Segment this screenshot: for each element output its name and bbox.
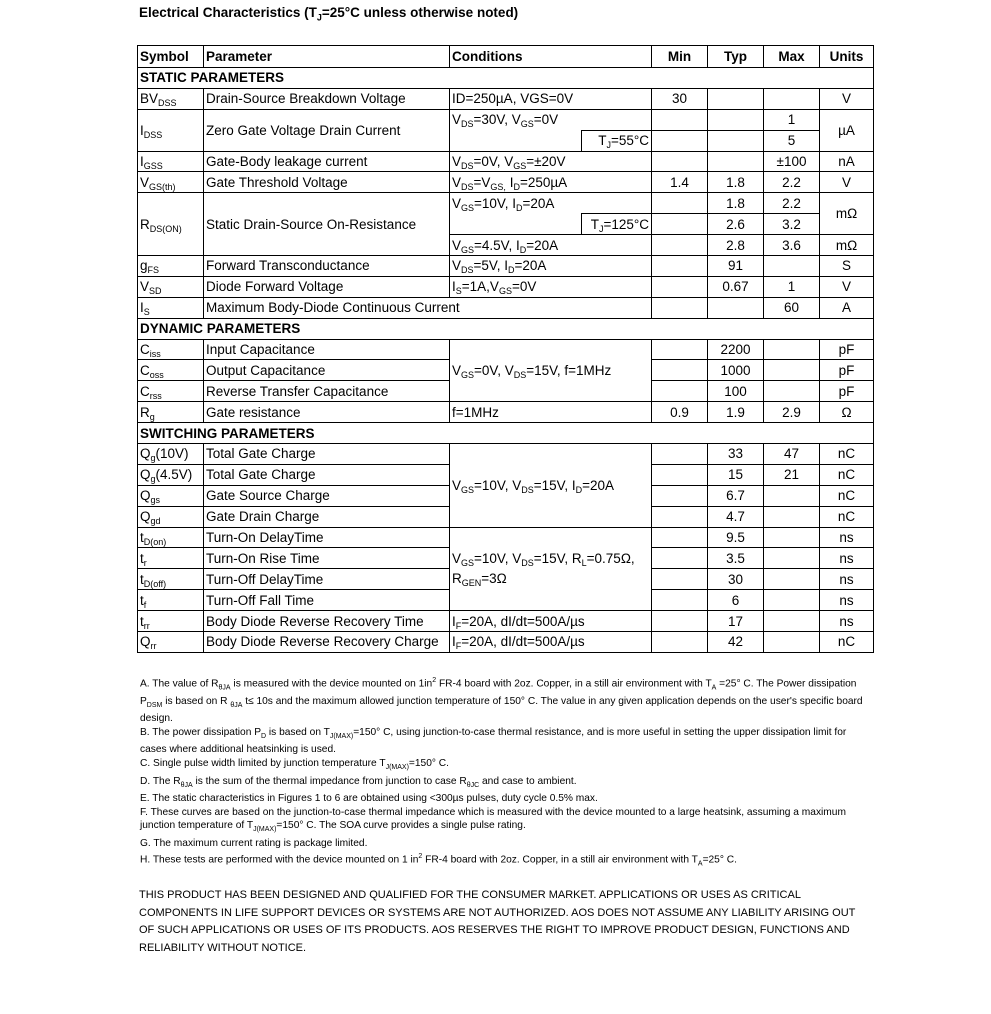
symbol-cell: $t_r$ [138,548,204,569]
section-row-static [138,68,874,89]
min-cell [652,235,708,256]
table-row [138,193,874,214]
typ-cell: 4.7 [708,506,764,527]
header-parameter: Parameter [204,46,450,68]
units-cell: pF [820,339,874,360]
symbol-cell: $V_{GS(th)}$ [138,172,204,193]
table-row [138,276,874,297]
min-cell [652,193,708,214]
symbol-cell: $C_{oss}$ [138,360,204,381]
parameter-cell: Total Gate Charge [204,444,450,465]
symbol-cell: $C_{rss}$ [138,381,204,402]
parameter-cell: Turn-Off DelayTime [204,569,450,590]
units-cell: nC [820,464,874,485]
conditions-spacer [450,130,582,151]
min-cell [652,339,708,360]
min-cell [652,276,708,297]
table-row [138,527,874,548]
max-cell [764,611,820,632]
max-cell: 47 [764,444,820,465]
typ-cell: 2.6 [708,214,764,235]
units-cell: ns [820,569,874,590]
min-cell [652,590,708,611]
symbol-cell: $R_{DS(ON)}$ [138,193,204,256]
max-cell [764,339,820,360]
parameter-cell: Output Capacitance [204,360,450,381]
symbol-cell: $Q_{gs}$ [138,485,204,506]
conditions-cell: $T_J=125^\circ C$ [582,214,652,235]
table-row [138,444,874,465]
units-cell: nC [820,485,874,506]
conditions-cell: f=1MHz [450,402,652,423]
note-e: E. The static characteristics in Figures 1 to 6 are obtained using <300µs pulses, duty cycle 0.5% max. [140,793,598,805]
parameter-cell: Maximum Body-Diode Continuous Current [204,297,652,318]
typ-cell: 3.5 [708,548,764,569]
units-cell: ns [820,611,874,632]
parameter-cell: Turn-On Rise Time [204,548,450,569]
max-cell [764,360,820,381]
table-row [138,297,874,318]
parameter-cell: Reverse Transfer Capacitance [204,381,450,402]
max-cell: 60 [764,297,820,318]
note-f: F. These curves are based on the junction-to-case thermal impedance which is measured with the device mounted to a large heatsink, assuming a maximum junction temperature of $T_{J(MAX)}=150^\circ$ C. The SOA curve provides a single pulse rating. [140,806,846,834]
max-cell: 1 [764,109,820,130]
min-cell [652,297,708,318]
max-cell [764,506,820,527]
units-cell: pF [820,381,874,402]
parameter-cell: Gate Threshold Voltage [204,172,450,193]
conditions-cell: $I_F=20A$, dI/dt=500A/µs [450,611,652,632]
header-max: Max [764,46,820,68]
max-cell: 2.2 [764,172,820,193]
parameter-cell: Gate-Body leakage current [204,151,450,172]
header-units: Units [820,46,874,68]
parameter-cell: Gate resistance [204,402,450,423]
parameter-cell: Gate Source Charge [204,485,450,506]
min-cell: 30 [652,88,708,109]
parameter-cell: Total Gate Charge [204,464,450,485]
symbol-cell: $I_S$ [138,297,204,318]
typ-cell: 42 [708,632,764,653]
typ-cell: 1000 [708,360,764,381]
symbol-cell: $C_{iss}$ [138,339,204,360]
max-cell: 3.2 [764,214,820,235]
conditions-cell: $V_{GS}=10V$, $V_{DS}=15V$, $R_L=0.75\Omega$, $R_{GEN}=3\Omega$ [450,527,652,611]
section-title: Electrical Characteristics ($T_J=25^\circ C$ unless otherwise noted) [139,5,519,23]
units-cell: S [820,256,874,277]
section-label: SWITCHING PARAMETERS [138,423,874,444]
header-conditions: Conditions [450,46,652,68]
symbol-cell: $t_{D(on)}$ [138,527,204,548]
parameter-cell: Static Drain-Source On-Resistance [204,193,450,256]
min-cell [652,485,708,506]
conditions-cell: $V_{DS}=5V$, $I_D=20A$ [450,256,652,277]
units-cell: µA [820,109,874,151]
max-cell: 3.6 [764,235,820,256]
section-row-switching [138,423,874,444]
max-cell [764,256,820,277]
table-row [138,151,874,172]
max-cell [764,381,820,402]
symbol-cell: $Q_g(4.5V)$ [138,464,204,485]
max-cell [764,569,820,590]
typ-cell: 17 [708,611,764,632]
note-h: H. These tests are performed with the device mounted on 1 $in^2$ FR-4 board with 2oz. Copper, in a still air environment with $T_A=25^\circ$ C. [140,853,737,868]
units-cell: ns [820,590,874,611]
typ-cell: 9.5 [708,527,764,548]
parameter-cell: Input Capacitance [204,339,450,360]
typ-cell: 6.7 [708,485,764,506]
table-row [138,632,874,653]
min-cell: 0.9 [652,402,708,423]
typ-cell [708,88,764,109]
table-row [138,88,874,109]
units-cell: nC [820,632,874,653]
min-cell [652,109,708,130]
min-cell [652,611,708,632]
section-label: STATIC PARAMETERS [138,68,874,89]
units-cell: ns [820,527,874,548]
max-cell [764,548,820,569]
section-label: DYNAMIC PARAMETERS [138,318,874,339]
typ-cell: 1.9 [708,402,764,423]
units-cell: mΩ [820,235,874,256]
units-cell: nC [820,444,874,465]
typ-cell: 2200 [708,339,764,360]
header-min: Min [652,46,708,68]
symbol-cell: $Q_g(10V)$ [138,444,204,465]
min-cell [652,527,708,548]
min-cell [652,256,708,277]
symbol-cell: $V_{SD}$ [138,276,204,297]
typ-cell: 30 [708,569,764,590]
min-cell [652,632,708,653]
parameter-cell: Drain-Source Breakdown Voltage [204,88,450,109]
header-typ: Typ [708,46,764,68]
conditions-cell: ID=250µA, VGS=0V [450,88,652,109]
max-cell [764,632,820,653]
parameter-cell: Forward Transconductance [204,256,450,277]
min-cell [652,464,708,485]
max-cell: 5 [764,130,820,151]
min-cell [652,506,708,527]
parameter-cell: Diode Forward Voltage [204,276,450,297]
typ-cell: 15 [708,464,764,485]
min-cell [652,569,708,590]
symbol-cell: $BV_{DSS}$ [138,88,204,109]
header-row [138,46,874,68]
table-row [138,339,874,360]
min-cell [652,130,708,151]
parameter-cell: Turn-On DelayTime [204,527,450,548]
typ-cell: 33 [708,444,764,465]
table-row [138,172,874,193]
table-row [138,402,874,423]
units-cell: V [820,172,874,193]
typ-cell: 2.8 [708,235,764,256]
header-symbol: Symbol [138,46,204,68]
units-cell: ns [820,548,874,569]
note-d: D. The $R_{\theta JA}$ is the sum of the thermal impedance from junction to case $R_{\theta JC}$ and case to ambient. [140,775,577,789]
units-cell: V [820,276,874,297]
min-cell [652,548,708,569]
max-cell [764,485,820,506]
min-cell [652,151,708,172]
max-cell: ±100 [764,151,820,172]
symbol-cell: $t_{rr}$ [138,611,204,632]
symbol-cell: $Q_{rr}$ [138,632,204,653]
footnotes [140,674,870,871]
max-cell: 2.9 [764,402,820,423]
symbol-cell: $R_g$ [138,402,204,423]
max-cell [764,88,820,109]
typ-cell: 6 [708,590,764,611]
units-cell: Ω [820,402,874,423]
typ-cell: 1.8 [708,193,764,214]
conditions-cell: $I_S=1A,V_{GS}=0V$ [450,276,652,297]
symbol-cell: $I_{DSS}$ [138,109,204,151]
units-cell: nA [820,151,874,172]
parameter-cell: Gate Drain Charge [204,506,450,527]
typ-cell [708,109,764,130]
table-row [138,611,874,632]
parameter-cell: Zero Gate Voltage Drain Current [204,109,450,151]
typ-cell: 0.67 [708,276,764,297]
symbol-cell: $Q_{gd}$ [138,506,204,527]
symbol-cell: $g_{FS}$ [138,256,204,277]
symbol-cell: $t_f$ [138,590,204,611]
max-cell: 1 [764,276,820,297]
conditions-cell: $V_{GS}=0V$, $V_{DS}=15V$, f=1MHz [450,339,652,402]
typ-cell [708,151,764,172]
typ-cell: 91 [708,256,764,277]
min-cell [652,214,708,235]
max-cell: 21 [764,464,820,485]
max-cell [764,527,820,548]
parameter-cell: Body Diode Reverse Recovery Charge [204,632,450,653]
conditions-cell: $T_J=55^\circ C$ [582,130,652,151]
table-row [138,109,874,130]
conditions-cell: $V_{GS}=10V$, $I_D=20A$ [450,193,652,214]
conditions-cell: $V_{GS}=4.5V$, $I_D=20A$ [450,235,652,256]
symbol-cell: $t_{D(off)}$ [138,569,204,590]
note-b: B. The power dissipation $P_D$ is based on $T_{J(MAX)}=150^\circ$ C, using junction-to-case thermal resistance, and is more useful in setting the upper dissipation limit for cases where additional heatsinking is used. [140,726,847,756]
conditions-spacer [450,214,582,235]
conditions-cell: $V_{DS}=0V$, $V_{GS}=\pm 20V$ [450,151,652,172]
symbol-cell: $I_{GSS}$ [138,151,204,172]
max-cell [764,590,820,611]
min-cell [652,381,708,402]
typ-cell: 1.8 [708,172,764,193]
parameter-cell: Body Diode Reverse Recovery Time [204,611,450,632]
conditions-cell: $V_{DS}=V_{GS,}$ $I_D=250\mu A$ [450,172,652,193]
units-cell: V [820,88,874,109]
units-cell: pF [820,360,874,381]
disclaimer-text: THIS PRODUCT HAS BEEN DESIGNED AND QUALIFIED FOR THE CONSUMER MARKET. APPLICATIONS OR USES AS CRITICAL COMPONENTS IN LIFE SUPPORT DEVICES OR SYSTEMS ARE NOT AUTHORIZED. AOS DOES NOT ASSUME ANY LIABILITY ARISING OUT OF SUCH APPLICATIONS OR USES OF ITS PRODUCTS. AOS RESERVES THE RIGHT TO IMPROVE PRODUCT DESIGN, FUNCTIONS AND RELIABILITY WITHOUT NOTICE. [139,889,856,954]
conditions-cell: $V_{GS}=10V$, $V_{DS}=15V$, $I_D=20A$ [450,444,652,528]
table-row [138,256,874,277]
conditions-cell: $V_{DS}=30V$, $V_{GS}=0V$ [450,109,652,130]
units-cell: mΩ [820,193,874,235]
units-cell: A [820,297,874,318]
parameter-cell: Turn-Off Fall Time [204,590,450,611]
section-row-dynamic [138,318,874,339]
typ-cell: 100 [708,381,764,402]
min-cell [652,444,708,465]
min-cell [652,360,708,381]
units-cell: nC [820,506,874,527]
note-c: C. Single pulse width limited by junction temperature $T_{J(MAX)}=150^\circ$ C. [140,757,449,772]
max-cell: 2.2 [764,193,820,214]
note-g: G. The maximum current rating is package limited. [140,837,368,849]
conditions-cell: $I_F=20A$, dI/dt=500A/µs [450,632,652,653]
electrical-characteristics-table [137,45,874,653]
note-a: A. The value of $R_{\theta JA}$ is measured with the device mounted on $1in^2$ FR-4 board with 2oz. Copper, in a still air environment with $T_A =25^\circ$ C. The Power dissipation $P_{DSM}$ is based on R $_{\theta JA}$ t≤ 10s and the maximum allowed junction temperature of 150° C. The value in any given application depends on the user's specific board design. [140,677,863,725]
typ-cell [708,130,764,151]
min-cell: 1.4 [652,172,708,193]
typ-cell [708,297,764,318]
